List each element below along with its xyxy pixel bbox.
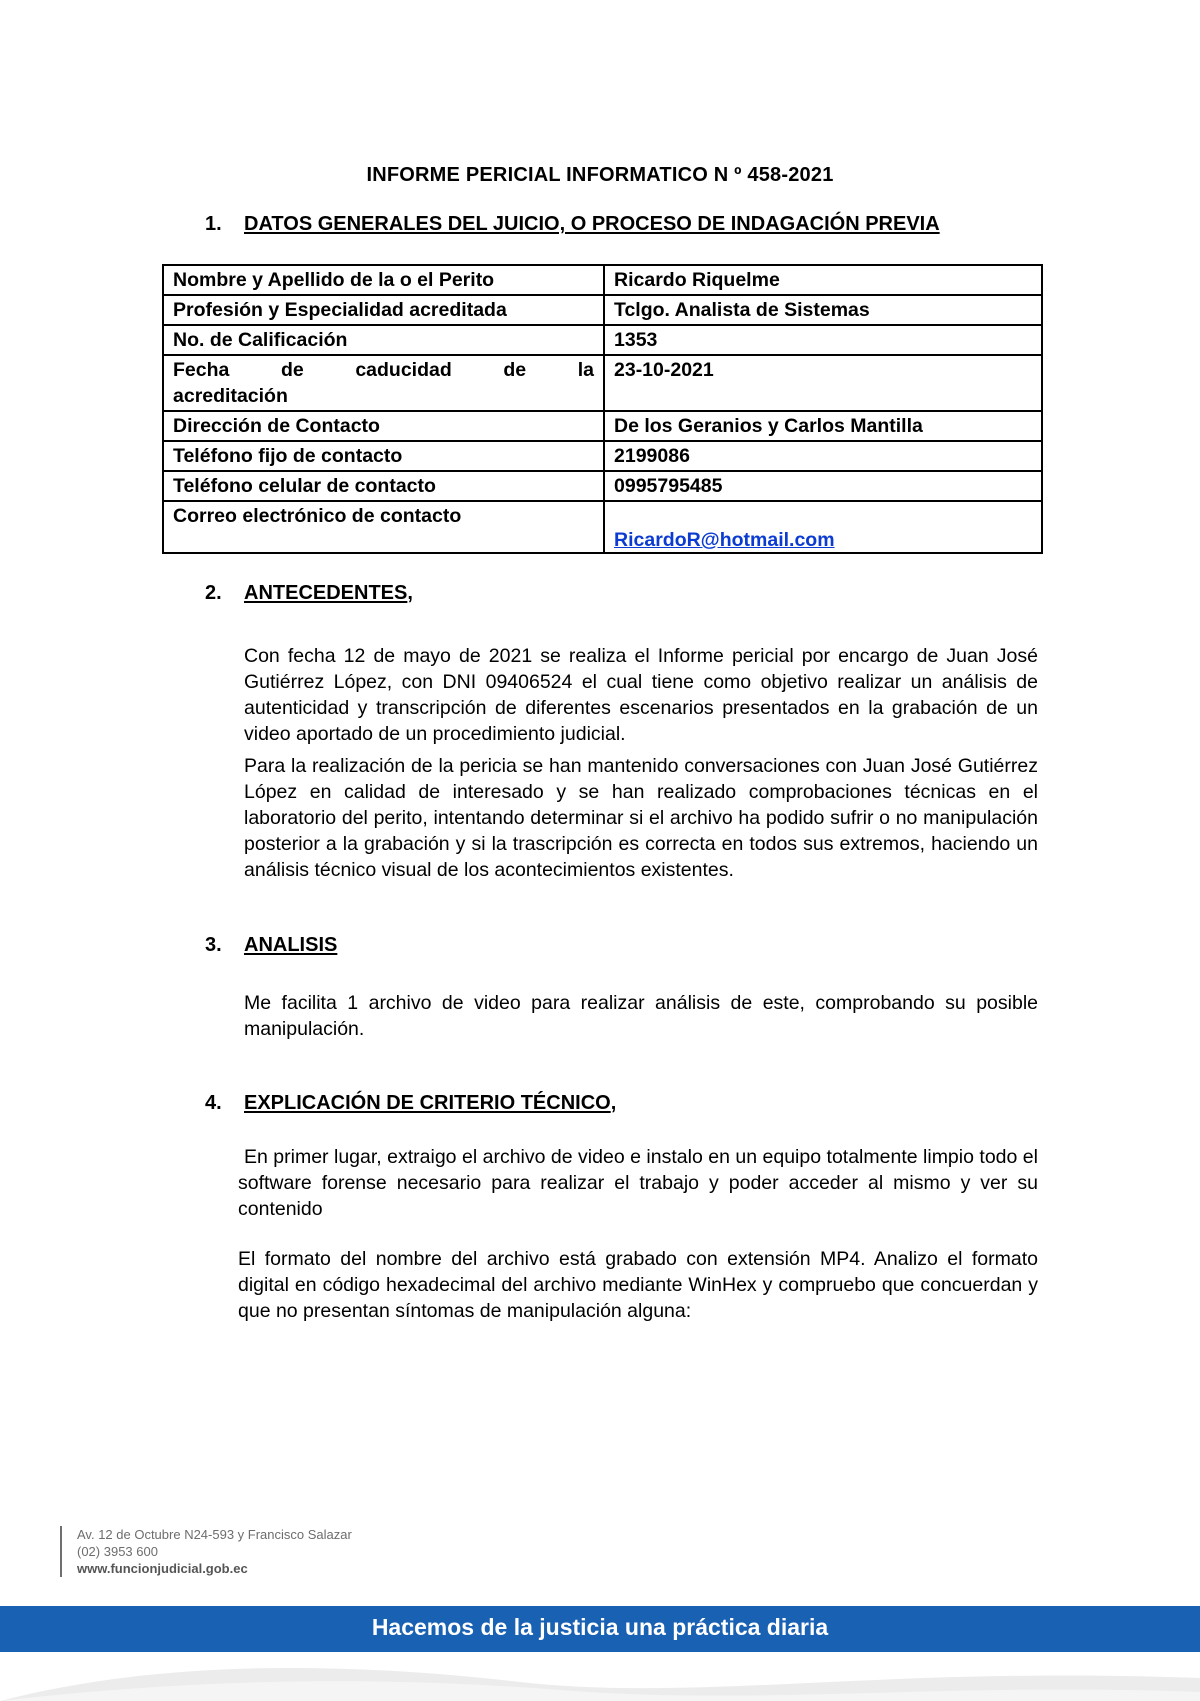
section-title: DATOS GENERALES DEL JUICIO, O PROCESO DE INDAGACIÓN PREVIA bbox=[244, 213, 940, 235]
section-number: 4. bbox=[205, 1092, 222, 1114]
table-row bbox=[163, 355, 1042, 411]
table-label: Correo electrónico de contacto bbox=[163, 501, 604, 553]
section-number: 3. bbox=[205, 934, 222, 956]
footer-website: www.funcionjudicial.gob.ec bbox=[77, 1561, 248, 1576]
footer-address: Av. 12 de Octubre N24-593 y Francisco Salazar bbox=[77, 1527, 352, 1542]
table-row bbox=[163, 501, 1042, 553]
table-value: Tclgo. Analista de Sistemas bbox=[604, 295, 1042, 325]
criterio-paragraph-2: El formato del nombre del archivo está grabado con extensión MP4. Analizo el formato digital en código hexadecimal del archivo mediante WinHex y compruebo que concuerdan y que no presentan síntomas de manipulación alguna: bbox=[238, 1248, 1038, 1322]
table-label: Nombre y Apellido de la o el Perito bbox=[163, 265, 604, 295]
table-value: 2199086 bbox=[604, 441, 1042, 471]
email-link[interactable]: RicardoR@hotmail.com bbox=[614, 529, 835, 551]
section-title: EXPLICACIÓN DE CRITERIO TÉCNICO bbox=[244, 1092, 611, 1114]
document-title: INFORME PERICIAL INFORMATICO N º 458-2021 bbox=[366, 164, 834, 186]
table-label-line: Fecha de caducidad de la bbox=[173, 359, 594, 381]
table-row bbox=[163, 411, 1042, 441]
footer-slogan-band bbox=[0, 1606, 1200, 1652]
footer-address-block bbox=[60, 1526, 352, 1577]
table-value: 1353 bbox=[604, 325, 1042, 355]
footer-phone: (02) 3953 600 bbox=[77, 1544, 158, 1559]
table-label-line: acreditación bbox=[173, 385, 288, 407]
section-title: ANTECEDENTES bbox=[244, 582, 408, 604]
table-label: Teléfono fijo de contacto bbox=[163, 441, 604, 471]
perito-data-table bbox=[162, 264, 1043, 554]
table-label: Dirección de Contacto bbox=[163, 411, 604, 441]
footer-slogan: Hacemos de la justicia una práctica diaria bbox=[371, 1614, 829, 1640]
section-heading-antecedentes bbox=[205, 582, 413, 605]
section-heading-datos-generales bbox=[205, 213, 940, 236]
table-row bbox=[163, 471, 1042, 501]
table-value-email bbox=[604, 501, 1042, 553]
antecedentes-paragraph-2: Para la realización de la pericia se han mantenido conversaciones con Juan José Gutiérrez López en calidad de interesado y se han realizado comprobaciones técnicas en el laboratorio del perito, intentando determinar si el archivo ha podido sufrir o no manipulación posterior a la grabación y si la trascripción es correcta en todos sus extremos, haciendo un análisis técnico visual de los acontecimientos existentes. bbox=[244, 755, 1038, 881]
table-label: Profesión y Especialidad acreditada bbox=[163, 295, 604, 325]
section-number: 1. bbox=[205, 213, 222, 235]
table-row bbox=[163, 295, 1042, 325]
section-suffix: , bbox=[610, 1092, 617, 1114]
table-value: De los Geranios y Carlos Mantilla bbox=[604, 411, 1042, 441]
footer-swoosh-decoration bbox=[0, 1652, 1200, 1701]
table-label-fecha-caducidad bbox=[163, 355, 604, 411]
criterio-paragraph-1: En primer lugar, extraigo el archivo de video e instalo en un equipo totalmente limpio todo el software forense necesario para realizar el trabajo y poder acceder al mismo y ver su contenido bbox=[238, 1146, 1038, 1220]
table-row bbox=[163, 265, 1042, 295]
table-row bbox=[163, 441, 1042, 471]
table-label: Teléfono celular de contacto bbox=[163, 471, 604, 501]
section-suffix: , bbox=[407, 582, 413, 604]
analisis-paragraph: Me facilita 1 archivo de video para realizar análisis de este, comprobando su posible manipulación. bbox=[244, 992, 1038, 1040]
table-row bbox=[163, 325, 1042, 355]
table-value: Ricardo Riquelme bbox=[604, 265, 1042, 295]
section-heading-analisis bbox=[205, 934, 337, 957]
table-label: No. de Calificación bbox=[163, 325, 604, 355]
section-heading-criterio-tecnico bbox=[205, 1092, 616, 1115]
table-value: 23-10-2021 bbox=[604, 355, 1042, 411]
section-title: ANALISIS bbox=[244, 934, 338, 956]
section-number: 2. bbox=[205, 582, 222, 604]
antecedentes-paragraph-1: Con fecha 12 de mayo de 2021 se realiza el Informe pericial por encargo de Juan José Gutiérrez López, con DNI 09406524 el cual tiene como objetivo realizar un análisis de autenticidad y transcripción de diferentes escenarios presentados en la grabación de un video aportado de un procedimiento judicial. bbox=[244, 645, 1038, 745]
table-value: 0995795485 bbox=[604, 471, 1042, 501]
